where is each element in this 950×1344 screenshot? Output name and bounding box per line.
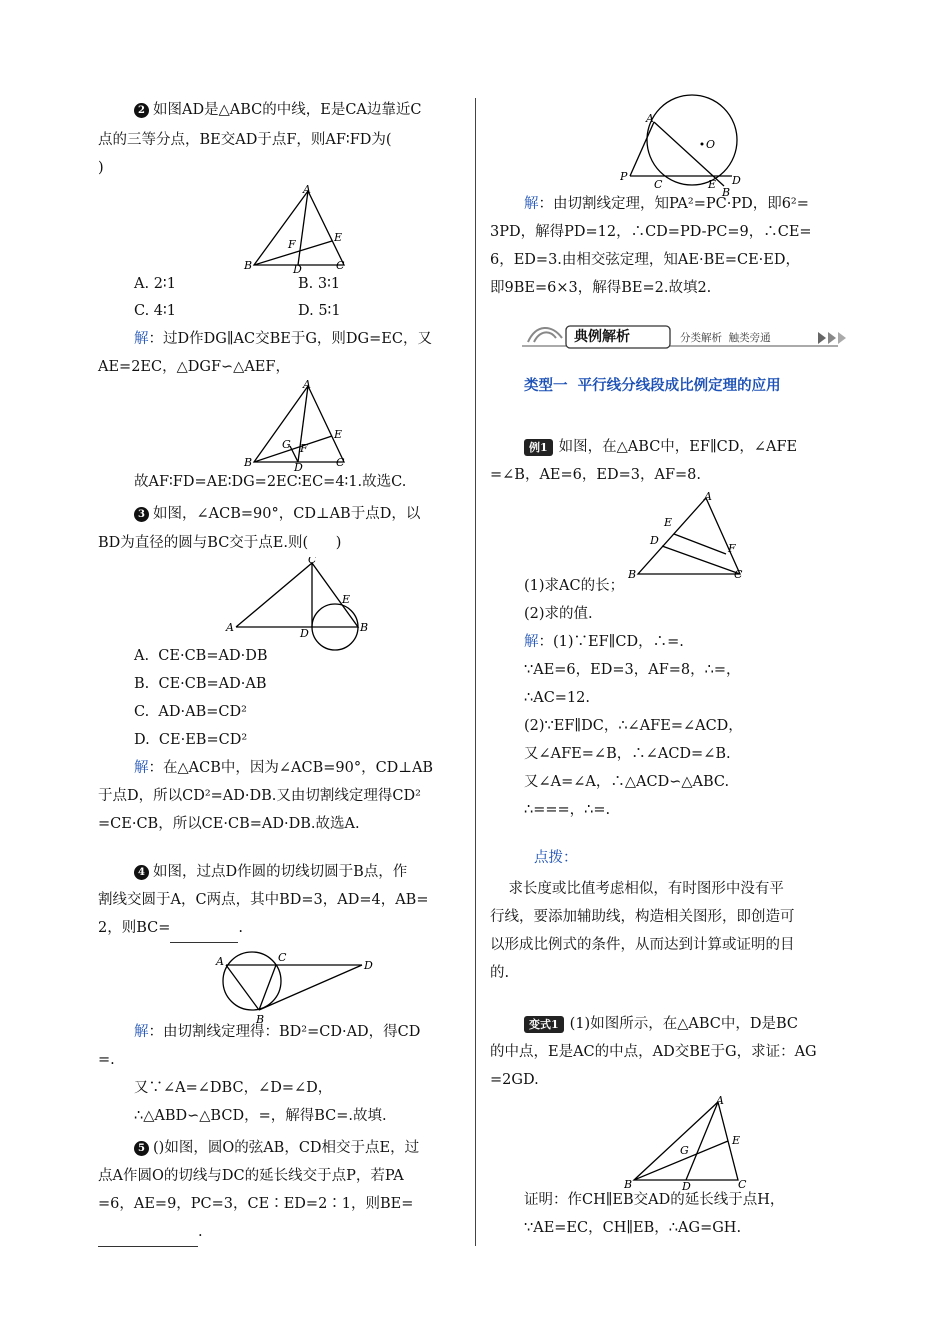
svg-text:B: B (256, 1013, 265, 1025)
q2-line1: 2 如图AD是△ABC的中线，E是CA边靠近C (134, 96, 421, 124)
q3-solution-line2: 于点D，所以CD²=AD·DB.又由切割线定理得CD² (98, 788, 421, 804)
example1-part1: (1)求AC的长； (524, 578, 625, 594)
svg-text:A: A (216, 955, 224, 968)
svg-text:C: C (308, 557, 317, 566)
svg-text:B: B (722, 186, 731, 196)
question-number-badge: 2 (134, 103, 149, 118)
svg-text:B: B (244, 259, 253, 272)
q2-line3: ) (98, 160, 104, 176)
q5-line3: =6，AE=9，PC=3，CE∶ED=2∶1，则BE= (98, 1196, 414, 1212)
svg-text:C: C (734, 568, 743, 581)
figure-tangent-q4 (214, 945, 389, 1029)
svg-text:D: D (732, 174, 741, 187)
q3-solution-line3: =CE·CB，所以CE·CB=AD·DB.故选A. (98, 816, 360, 832)
svg-text:E: E (342, 593, 351, 606)
example1-part2: (2)求的值. (524, 606, 593, 622)
q2-option-a: A. 2∶1 (134, 276, 176, 292)
figure-triangle-variant1 (624, 1094, 754, 1194)
figure-circle-q5 (620, 94, 760, 200)
svg-text:A: A (303, 380, 311, 391)
example1-line1: 例1 如图，在△ABC中，EF∥CD，∠AFE (524, 433, 797, 461)
q3-option-a: A. CE·CB=AD·DB (134, 648, 268, 664)
q2-solution-line2: AE=2EC，△DGF∽△AEF， (98, 359, 290, 375)
example1-solution-line5: 又∠AFE=∠B，∴∠ACD=∠B. (524, 746, 731, 762)
q5-line2: 点A作圆O的切线与DC的延长线交于点P，若PA (98, 1168, 404, 1184)
figure-triangle-example1 (628, 490, 758, 586)
svg-text:F: F (288, 238, 296, 251)
variant1-line3: =2GD. (490, 1072, 539, 1088)
svg-text:G: G (282, 438, 291, 451)
svg-text:A: A (226, 621, 234, 634)
banner-title: 典例解析 (574, 329, 630, 345)
figure-triangle-q2 (236, 185, 366, 279)
svg-text:E: E (732, 1134, 741, 1147)
svg-text:C: C (738, 1178, 747, 1190)
svg-text:O: O (706, 138, 716, 151)
svg-text:A: A (303, 185, 311, 196)
q4-answer-blank[interactable] (170, 914, 238, 943)
hint-line1: 求长度或比值考虑相似，有时图形中没有平 (490, 881, 784, 897)
svg-text:D: D (364, 959, 373, 972)
svg-text:E: E (334, 428, 343, 441)
q2-solution-line1: 解：过D作DG∥AC交BE于G，则DG=EC，又 (134, 331, 432, 347)
svg-text:C: C (654, 178, 663, 191)
variant1-line1: 变式1 (1)如图所示，在△ABC中，D是BC (524, 1010, 798, 1038)
q3-solution-line1: 解：在△ACB中，因为∠ACB=90°，CD⊥AB (134, 760, 434, 776)
q4-solution-line1: 解：由切割线定理得：BD²=CD·AD，得CD (134, 1024, 421, 1040)
svg-text:B: B (244, 456, 253, 469)
variant1-line2: 的中点，E是AC的中点，AD交BE于G，求证：AG (490, 1044, 817, 1060)
q4-solution-line4: ∴△ABD∽△BCD，=，解得BC=.故填. (134, 1108, 387, 1124)
q5-solution-line3: 6，ED=3.由相交弦定理，知AE·BE=CE·ED， (490, 252, 800, 268)
svg-text:E: E (708, 178, 717, 191)
svg-text:D: D (293, 263, 302, 275)
svg-text:B: B (624, 1178, 633, 1190)
q3-option-d: D. CE·EB=CD² (134, 732, 248, 748)
svg-text:B: B (360, 621, 369, 634)
svg-text:E: E (664, 516, 673, 529)
question-number-badge: 4 (134, 865, 149, 880)
q3-line2: BD为直径的圆与BC交于点E.则( ) (98, 535, 342, 551)
example1-solution-line2: ∵AE=6，ED=3，AF=8，∴=， (524, 662, 741, 678)
q2-solution-line3: 故AF∶FD=AE∶DG=2EC∶EC=4∶1.故选C. (134, 474, 407, 490)
q5-solution-line4: 即9BE=6×3，解得BE=2.故填2. (490, 280, 712, 296)
q3-line1: 3 如图，∠ACB=90°，CD⊥AB于点D，以 (134, 500, 420, 528)
svg-text:B: B (628, 568, 637, 581)
q4-line1: 4 如图，过点D作圆的切线切圆于B点，作 (134, 858, 407, 886)
variant1-proof-line1: 证明：作CH∥EB交AD的延长线于点H， (524, 1192, 785, 1208)
variant-tag: 变式1 (524, 1016, 564, 1033)
example1-solution-line7: ∴===，∴=. (524, 802, 611, 818)
q2-option-c: C. 4∶1 (134, 303, 177, 319)
variant1-proof-line2: ∵AE=EC，CH∥EB，∴AG=GH. (524, 1220, 742, 1236)
hint-line2: 行线，要添加辅助线，构造相关图形，即创造可 (490, 909, 795, 925)
svg-text:C: C (336, 259, 345, 272)
example1-solution-line3: ∴AC=12. (524, 690, 591, 706)
q4-solution-line2: =. (98, 1052, 115, 1068)
svg-text:P: P (620, 170, 628, 183)
type-heading: 类型一 平行线分线段成比例定理的应用 (524, 377, 781, 394)
q2-option-b: B. 3∶1 (298, 276, 341, 292)
q5-solution-line2: 3PD，解得PD=12，∴CD=PD-PC=9，∴CE= (490, 224, 812, 240)
svg-text:C: C (336, 456, 345, 469)
svg-text:G: G (680, 1144, 689, 1157)
question-number-badge: 3 (134, 507, 149, 522)
example-tag: 例1 (524, 439, 553, 456)
q5-line1: 5 ()如图，圆O的弦AB，CD相交于点E，过 (134, 1134, 419, 1162)
column-divider (475, 98, 476, 1246)
svg-text:E: E (334, 231, 343, 244)
q5-solution-line1: 解：由切割线定理，知PA²=PC·PD，即6²= (524, 196, 809, 212)
example1-solution-line1: 解：(1)∵EF∥CD，∴=. (524, 634, 684, 650)
q4-line3: 2，则BC= . (98, 914, 243, 943)
hint-label: 点拨： (534, 850, 578, 866)
q4-solution-line3: 又∵∠A=∠DBC，∠D=∠D， (134, 1080, 333, 1096)
q3-option-b: B. CE·CB=AD·AB (134, 676, 267, 692)
example1-line2: =∠B，AE=6，ED=3，AF=8. (490, 467, 701, 483)
q2-line2: 点的三等分点，BE交AD于点F，则AF∶FD为( (98, 132, 392, 148)
q5-line4: . (98, 1218, 203, 1247)
q2-option-d: D. 5∶1 (298, 303, 341, 319)
svg-text:A: A (646, 112, 654, 125)
svg-text:A: A (716, 1094, 724, 1107)
svg-text:F: F (728, 542, 736, 555)
example1-solution-line4: (2)∵EF∥DC，∴∠AFE=∠ACD， (524, 718, 743, 734)
q5-answer-blank[interactable] (98, 1218, 198, 1247)
svg-text:D: D (300, 627, 309, 640)
svg-text:F: F (300, 442, 308, 455)
svg-text:D: D (650, 534, 659, 547)
question-number-badge: 5 (134, 1141, 149, 1156)
example1-solution-line6: 又∠A=∠A，∴△ACD∽△ABC. (524, 774, 730, 790)
section-banner (522, 320, 852, 356)
q4-line2: 割线交圆于A，C两点，其中BD=3，AD=4，AB= (98, 892, 429, 908)
figure-triangle-q2-solution (236, 380, 366, 476)
q3-option-c: C. AD·AB=CD² (134, 704, 247, 720)
svg-text:A: A (704, 490, 712, 503)
svg-text:D: D (294, 461, 303, 472)
hint-line4: 的. (490, 965, 510, 981)
banner-subtitle: 分类解析 触类旁通 (680, 332, 771, 344)
svg-text:D: D (682, 1180, 691, 1190)
hint-line3: 以形成比例式的条件，从而达到计算或证明的目 (490, 937, 795, 953)
svg-text:C: C (278, 951, 287, 964)
